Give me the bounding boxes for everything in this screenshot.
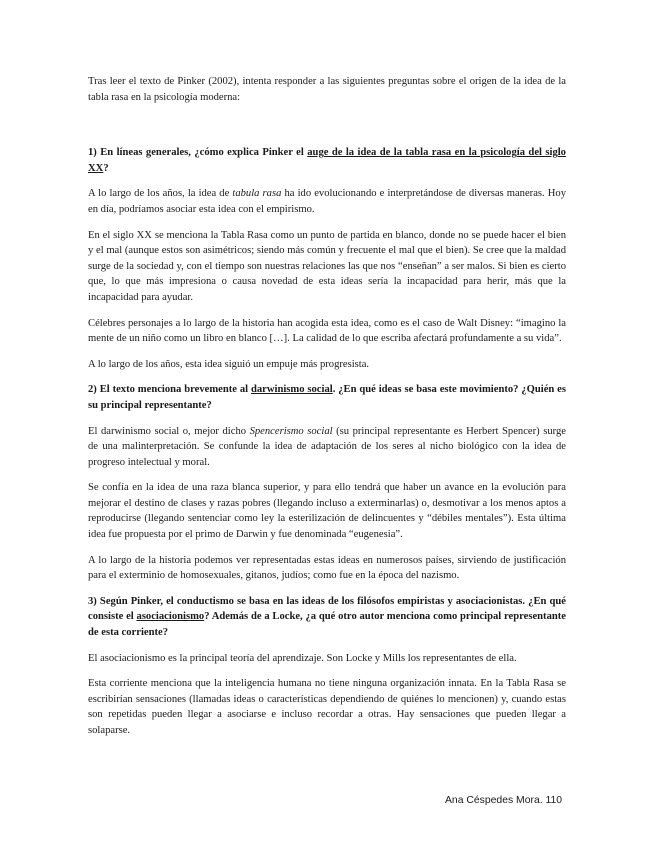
answer-2-text-cont: (su principal representante es Herbert Spencer) surge de una malinterpretación. Se confunde la idea de adaptación de los seres al nicho biológico con la idea de progreso intelectual y moral. (88, 425, 566, 468)
answer-2-italic-term: Spencerismo social (249, 425, 333, 437)
answer-2-paragraph-3: A lo largo de la historia podemos ver representadas estas ideas en numerosos países, sirviendo de justificación para el exterminio de homosexuales, gitanos, judíos; como fue en la época del nazismo. (88, 554, 566, 582)
intro-paragraph: Tras leer el texto de Pinker (2002), intenta responder a las siguientes preguntas sobre el origen de la idea de la tabla rasa en la psicología moderna: (88, 76, 566, 103)
question-1 (88, 145, 566, 176)
question-2-underlined: darwinismo social (250, 384, 333, 396)
answer-3-paragraph-2: Esta corriente menciona que la inteligencia humana no tiene ninguna organización innata. En la Tabla Rasa se escribirían sensaciones (llamadas ideas o características dependiendo de quiénes lo mencionen) y, cuando estas son repetidas pueden llegar a asociarse e incluso recordar a otras. Hay sensaciones que pueden llegar a solaparse. (88, 678, 566, 736)
question-3-end: ? Además de a Locke, ¿a qué otro autor menciona como principal representante de esta corriente? (88, 611, 566, 639)
answer-2-paragraph-2: Se confía en la idea de una raza blanca superior, y para ello tendrá que haber un avance en la evolución para mejorar el destino de clases y razas pobres (llegando incluso a exterminarlas) o, desmotivar a los menos aptos a reproducirse (llegando sentenciar como ley la esterilización de delincuentes y “débiles mentales”). Esta última idea fue propuesta por el primo de Darwin y fue denominada “eugenesia”. (88, 482, 566, 541)
answer-1-text-cont: ha ido evolucionando e interpretándose de diversas maneras. Hoy en día, podríamos asociar esta idea con el empirismo. (88, 188, 566, 215)
question-3-underlined: asociacionismo (136, 611, 205, 623)
answer-1-paragraph-1 (88, 186, 566, 217)
question-1-underlined: auge de la idea de la tabla rasa en la psicología del siglo XX (88, 147, 566, 174)
question-2 (88, 382, 566, 413)
answer-3-paragraph-1: El asociacionismo es la principal teoría del aprendizaje. Son Locke y Mills los representantes de ella. (88, 652, 517, 664)
answer-2-text: El darwinismo social o, mejor dicho (88, 425, 250, 437)
question-3-text: 3) Según Pinker, el conductismo se basa en las ideas de los filósofos empiristas y asociacionistas. ¿En qué consiste el (88, 595, 566, 623)
page-footer: Ana Céspedes Mora. 110 (445, 795, 563, 806)
answer-2-paragraph-1 (88, 424, 566, 471)
answer-1-italic-term: tabula rasa (232, 188, 282, 200)
answer-1-text: A lo largo de los años, la idea de (88, 188, 233, 200)
question-1-end: ? (103, 162, 109, 174)
question-1-text: 1) En líneas generales, ¿cómo explica Pinker el (88, 147, 308, 159)
answer-1-paragraph-4: A lo largo de los años, esta idea siguió un empuje más progresista. (88, 358, 370, 370)
question-3 (88, 594, 566, 641)
answer-1-paragraph-2: En el siglo XX se menciona la Tabla Rasa como un punto de partida en blanco, donde no se puede hacer el bien y el mal (aunque estos son asimétricos; siendo más común y frecuente el mal que el bien). Se cree que la maldad surge de la sociedad y, con el tiempo son nuestras relaciones las que nos “enseñan” a ser malos. Si bien es cierto que, lo que más impresiona o causa novedad de esta ideas sería la incapacidad para herir, más que la incapacidad para ayudar. (88, 229, 566, 303)
question-2-end: . ¿En qué ideas se basa este movimiento? ¿Quién es su principal representante? (88, 384, 566, 411)
answer-1-paragraph-3: Célebres personajes a lo largo de la historia han acogida esta idea, como es el caso de Walt Disney: “imagino la mente de un niño como un libro en blanco […]. La calidad de lo que escriba afectará profundamente a su vida”. (88, 317, 566, 345)
question-2-text: 2) El texto menciona brevemente al (88, 384, 251, 396)
document-body (88, 74, 566, 749)
